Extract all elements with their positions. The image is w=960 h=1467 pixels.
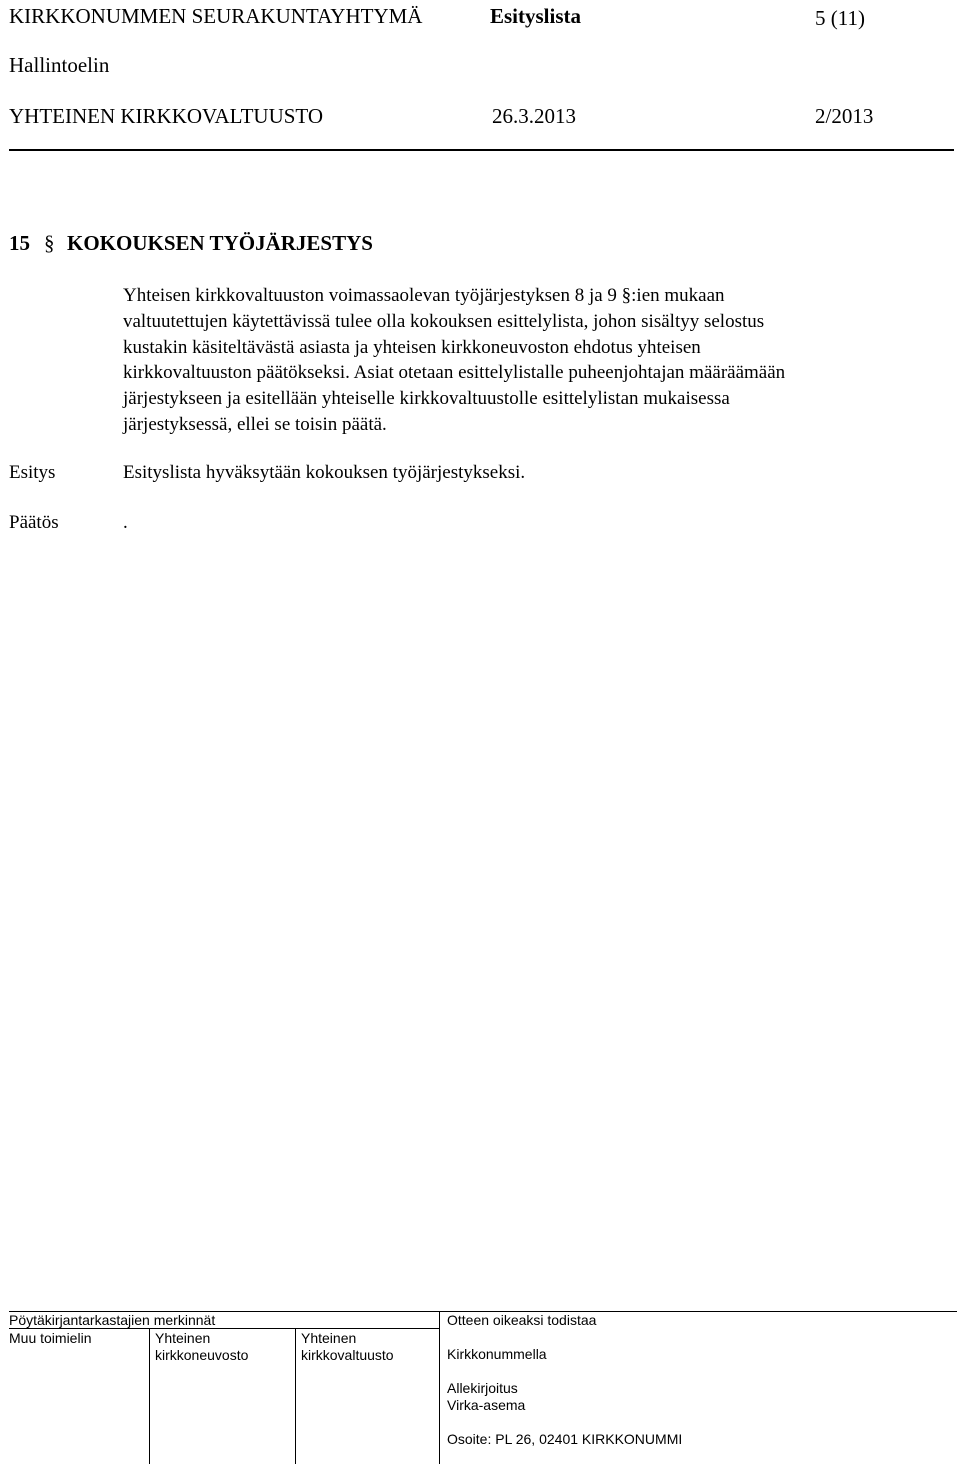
meeting-date: 26.3.2013 bbox=[492, 104, 576, 128]
council-name: YHTEINEN KIRKKOVALTUUSTO bbox=[9, 104, 324, 128]
signature-label: Allekirjoitus bbox=[447, 1380, 518, 1396]
position-label: Virka-asema bbox=[447, 1397, 526, 1413]
footer-column-divider bbox=[439, 1311, 440, 1464]
other-body-column: Muu toimielin bbox=[9, 1330, 92, 1346]
paragraph-line: kustakin käsiteltävästä asiasta ja yhteisen kirkkoneuvoston ehdotus yhteisen bbox=[123, 336, 701, 358]
section-number: 15 bbox=[9, 231, 30, 255]
certify-heading: Otteen oikeaksi todistaa bbox=[447, 1312, 597, 1328]
reviewers-heading: Pöytäkirjantarkastajien merkinnät bbox=[9, 1312, 216, 1328]
decision-label: Päätös bbox=[9, 512, 59, 533]
paragraph-line: Yhteisen kirkkovaltuuston voimassaolevan työjärjestyksen 8 ja 9 §:ien mukaan bbox=[123, 285, 725, 306]
page-number: 5 (11) bbox=[815, 6, 865, 30]
section-symbol: § bbox=[44, 231, 55, 255]
department-name: Hallintoelin bbox=[9, 53, 110, 77]
section-paragraph bbox=[123, 283, 913, 438]
decision-text: . bbox=[123, 512, 128, 533]
paragraph-line: järjestyksessä, ellei se toisin päätä. bbox=[123, 413, 387, 435]
footer-heading-divider bbox=[9, 1328, 439, 1329]
council-board-column: Yhteinen bbox=[155, 1330, 211, 1346]
council-assembly-column: Yhteinen bbox=[301, 1330, 357, 1346]
footer-column-divider bbox=[149, 1328, 150, 1464]
footer-column-divider bbox=[295, 1328, 296, 1464]
document-type: Esityslista bbox=[490, 4, 582, 28]
council-assembly-column-line2: kirkkovaltuusto bbox=[301, 1347, 394, 1363]
header-divider bbox=[9, 149, 954, 151]
paragraph-line: kirkkovaltuuston päätökseksi. Asiat otetaan esittelylistalle puheenjohtajan määräämään bbox=[123, 362, 786, 384]
meeting-number: 2/2013 bbox=[815, 104, 874, 128]
section-title: KOKOUKSEN TYÖJÄRJESTYS bbox=[67, 231, 373, 255]
paragraph-line: valtuutettujen käytettävissä tulee olla kokouksen esittelylista, johon sisältyy selostus bbox=[123, 310, 765, 332]
proposal-label: Esitys bbox=[9, 462, 56, 483]
postal-address: Osoite: PL 26, 02401 KIRKKONUMMI bbox=[447, 1431, 683, 1447]
proposal-text: Esityslista hyväksytään kokouksen työjärjestykseksi. bbox=[123, 462, 526, 483]
certify-place: Kirkkonummella bbox=[447, 1346, 547, 1362]
paragraph-line: järjestykseen ja esitellään yhteiselle kirkkovaltuustolle esittelylistan mukaisessa bbox=[123, 388, 730, 410]
council-board-column-line2: kirkkoneuvosto bbox=[155, 1347, 249, 1363]
organization-name: KIRKKONUMMEN SEURAKUNTAYHTYMÄ bbox=[9, 4, 423, 28]
